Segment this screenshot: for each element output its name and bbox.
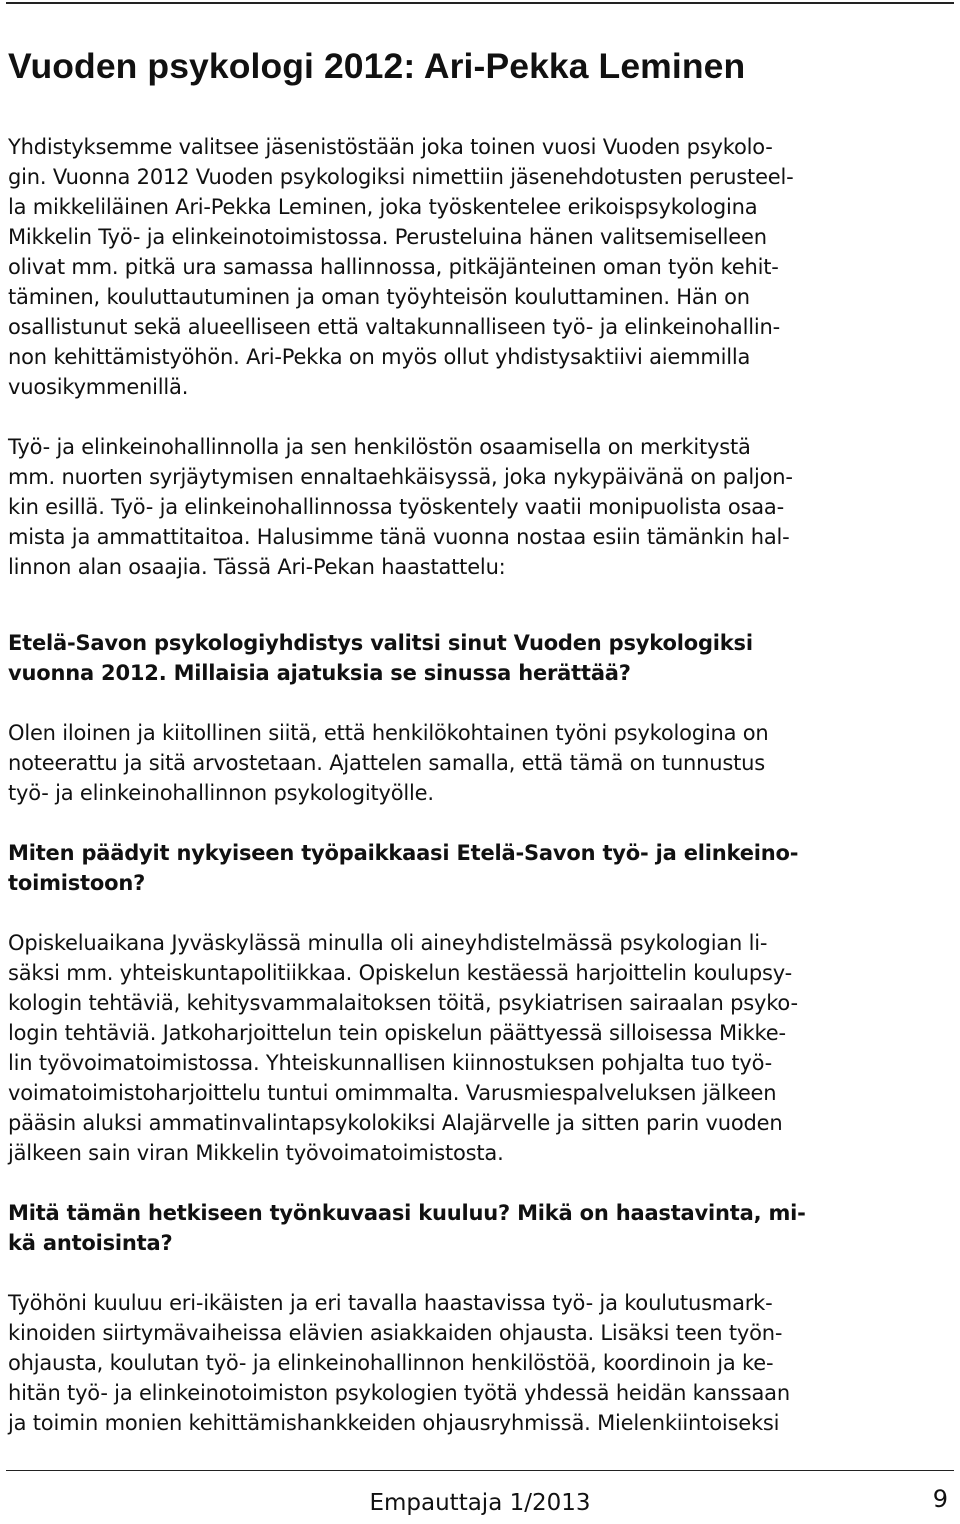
page-number: 9 [932, 1485, 948, 1513]
text-line: Yhdistyksemme valitsee jäsenistöstään joka toinen vuosi Vuoden psykolo- [8, 135, 773, 159]
text-line: mista ja ammattitaitoa. Halusimme tänä vuonna nostaa esiin tämänkin hal- [8, 525, 790, 549]
text-line: linnon alan osaajia. Tässä Ari-Pekan haastattelu: [8, 555, 506, 579]
text-line: ohjausta, koulutan työ- ja elinkeinohallinnon henkilöstöä, koordinoin ja ke- [8, 1351, 774, 1375]
article-title: Vuoden psykologi 2012: Ari-Pekka Leminen [8, 46, 746, 86]
text-line: ja toimin monien kehittämishankkeiden ohjausryhmissä. Mielenkiintoiseksi [8, 1411, 780, 1435]
text-line: mm. nuorten syrjäytymisen ennaltaehkäisyssä, joka nykypäivänä on paljon- [8, 465, 793, 489]
text-line: noteerattu ja sitä arvostetaan. Ajattelen samalla, että tämä on tunnustus [8, 751, 766, 775]
text-line: kologin tehtäviä, kehitysvammalaitoksen töitä, psykiatrisen sairaalan psyko- [8, 991, 798, 1015]
top-rule [6, 2, 954, 4]
text-line: vuosikymmenillä. [8, 375, 189, 399]
text-line: non kehittämistyöhön. Ari-Pekka on myös ollut yhdistysaktiivi aiemmilla [8, 345, 751, 369]
interview-question-1 [8, 628, 952, 688]
interview-question-2 [8, 838, 952, 898]
text-line: Työhöni kuuluu eri-ikäisten ja eri tavalla haastavissa työ- ja koulutusmark- [8, 1291, 773, 1315]
text-line: Työ- ja elinkeinohallinnolla ja sen henkilöstön osaamisella on merkitystä [8, 435, 751, 459]
text-line: kin esillä. Työ- ja elinkeinohallinnossa työskentely vaatii monipuolista osaa- [8, 495, 784, 519]
text-line: osallistunut sekä alueelliseen että valtakunnalliseen työ- ja elinkeinohallin- [8, 315, 780, 339]
text-line: Opiskeluaikana Jyväskylässä minulla oli aineyhdistelmässä psykologian li- [8, 931, 768, 955]
text-line: työ- ja elinkeinohallinnon psykologityölle. [8, 781, 434, 805]
text-line: login tehtäviä. Jatkoharjoittelun tein opiskelun päättyessä silloisessa Mikke- [8, 1021, 786, 1045]
text-line: jälkeen sain viran Mikkelin työvoimatoimistosta. [8, 1141, 504, 1165]
context-paragraph [8, 432, 952, 582]
text-line: säksi mm. yhteiskuntapolitiikkaa. Opiskelun kestäessä harjoittelin koulupsy- [8, 961, 792, 985]
question-line: Etelä-Savon psykologiyhdistys valitsi sinut Vuoden psykologiksi [8, 631, 753, 655]
footer-rule [6, 1470, 954, 1471]
question-line: toimistoon? [8, 871, 146, 895]
interview-answer-2 [8, 928, 952, 1168]
interview-answer-3 [8, 1288, 952, 1438]
text-line: Olen iloinen ja kiitollinen siitä, että henkilökohtainen työni psykologina on [8, 721, 769, 745]
interview-question-3 [8, 1198, 952, 1258]
text-line: Mikkelin Työ- ja elinkeinotoimistossa. Perusteluina hänen valitsemiselleen [8, 225, 767, 249]
text-line: voimatoimistoharjoittelu tuntui omimmalta. Varusmiespalveluksen jälkeen [8, 1081, 777, 1105]
question-line: Mitä tämän hetkiseen työnkuvaasi kuuluu? Mikä on haastavinta, mi- [8, 1201, 806, 1225]
text-line: täminen, kouluttautuminen ja oman työyhteisön kouluttaminen. Hän on [8, 285, 750, 309]
intro-paragraph [8, 132, 952, 402]
interview-answer-1 [8, 718, 952, 808]
text-line: kinoiden siirtymävaiheissa elävien asiakkaiden ohjausta. Lisäksi teen työn- [8, 1321, 783, 1345]
text-line: lin työvoimatoimistossa. Yhteiskunnallisen kiinnostuksen pohjalta tuo työ- [8, 1051, 772, 1075]
text-line: pääsin aluksi ammatinvalintapsykolokiksi Alajärvelle ja sitten parin vuoden [8, 1111, 783, 1135]
text-line: olivat mm. pitkä ura samassa hallinnossa, pitkäjänteinen oman työn kehit- [8, 255, 779, 279]
text-line: hitän työ- ja elinkeinotoimiston psykologien työtä yhdessä heidän kanssaan [8, 1381, 790, 1405]
footer-publication: Empauttaja 1/2013 [369, 1490, 591, 1516]
question-line: kä antoisinta? [8, 1231, 173, 1255]
question-line: Miten päädyit nykyiseen työpaikkaasi Etelä-Savon työ- ja elinkeino- [8, 841, 799, 865]
text-line: la mikkeliläinen Ari-Pekka Leminen, joka työskentelee erikoispsykologina [8, 195, 758, 219]
question-line: vuonna 2012. Millaisia ajatuksia se sinussa herättää? [8, 661, 631, 685]
article [8, 44, 952, 1438]
text-line: gin. Vuonna 2012 Vuoden psykologiksi nimettiin jäsenehdotusten perusteel- [8, 165, 794, 189]
